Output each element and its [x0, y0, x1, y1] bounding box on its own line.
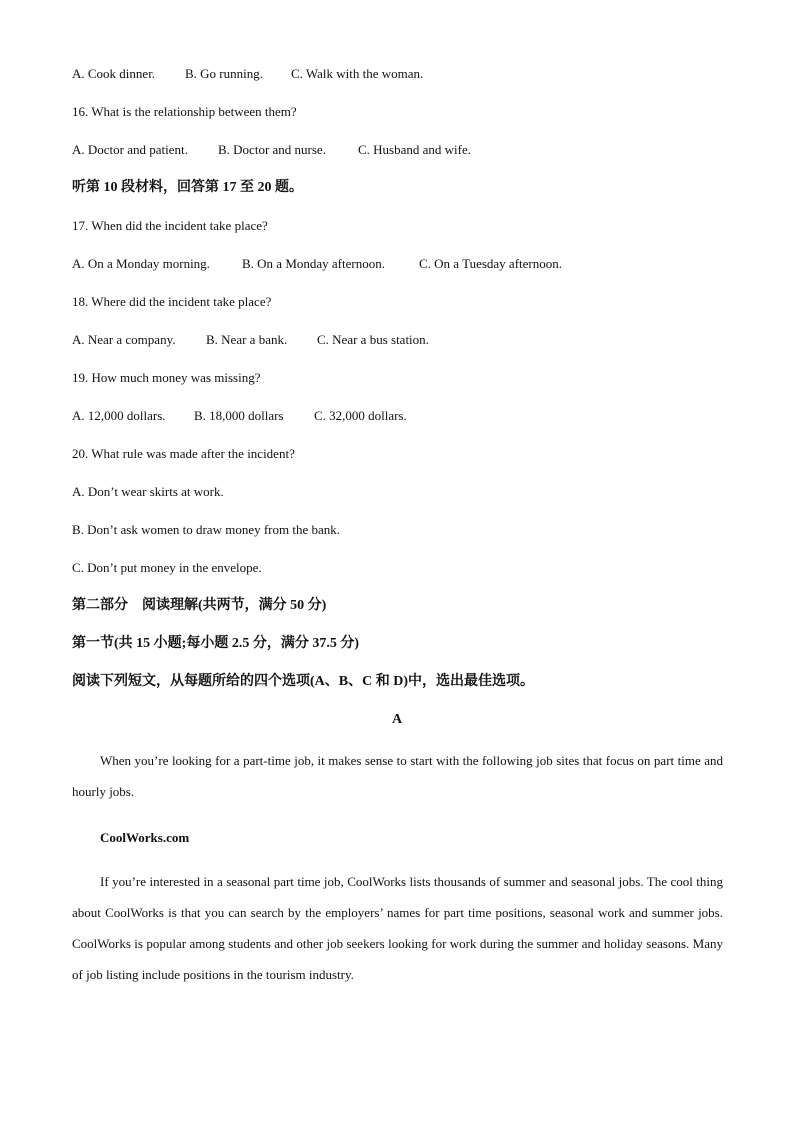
- part2-heading: 第二部分 阅读理解(共两节，满分 50 分): [72, 598, 327, 613]
- q19-question: 19. How much money was missing?: [72, 370, 261, 385]
- q16-option-b: B. Doctor and nurse.: [218, 142, 326, 157]
- q20-option-b: B. Don’t ask women to draw money from the bank.: [72, 522, 341, 537]
- q20-question: 20. What rule was made after the incident?: [72, 446, 295, 461]
- passage-intro: When you’re looking for a part-time job, it makes sense to start with the following job sites that focus on part time and hourly jobs.: [72, 753, 723, 799]
- q15-options: [72, 66, 423, 82]
- q19-options: [72, 408, 407, 424]
- site-title: CoolWorks.com: [100, 830, 190, 845]
- part2-section1-heading: 第一节(共 15 小题;每小题 2.5 分，满分 37.5 分): [72, 636, 359, 651]
- q17-option-c: C. On a Tuesday afternoon.: [419, 256, 562, 271]
- q15-option-a: A. Cook dinner.: [72, 66, 156, 81]
- part2-instruction: 阅读下列短文，从每题所给的四个选项(A、B、C 和 D)中，选出最佳选项。: [72, 674, 534, 689]
- q19-option-c: C. 32,000 dollars.: [314, 408, 407, 423]
- section-instruction: 听第 10 段材料，回答第 17 至 20 题。: [72, 180, 303, 195]
- q18-options: [72, 332, 429, 348]
- q17-option-b: B. On a Monday afternoon.: [242, 256, 385, 271]
- q17-question: 17. When did the incident take place?: [72, 218, 268, 233]
- site-paragraph: If you’re interested in a seasonal part time job, CoolWorks lists thousands of summer and seasonal jobs. The cool thing about CoolWorks is that you can search by the employers’ names for part time positions, seasonal work and summer jobs. CoolWorks is popular among students and other job seekers looking for work during the summer and holiday seasons. Many of job listing include positions in the tourism industry.: [72, 874, 723, 982]
- q16-question: 16. What is the relationship between them?: [72, 104, 297, 119]
- q20-option-c: C. Don’t put money in the envelope.: [72, 560, 262, 575]
- q17-option-a: A. On a Monday morning.: [72, 256, 210, 271]
- q20-option-a: A. Don’t wear skirts at work.: [72, 484, 224, 499]
- q16-option-c: C. Husband and wife.: [358, 142, 472, 157]
- q18-option-a: A. Near a company.: [72, 332, 176, 347]
- q16-option-a: A. Doctor and patient.: [72, 142, 188, 157]
- q16-options: [72, 142, 471, 158]
- q17-options: [72, 256, 562, 272]
- q18-option-b: B. Near a bank.: [206, 332, 288, 347]
- q15-option-b: B. Go running.: [185, 66, 263, 81]
- q15-option-c: C. Walk with the woman.: [291, 66, 424, 81]
- q19-option-b: B. 18,000 dollars: [194, 408, 284, 423]
- q19-option-a: A. 12,000 dollars.: [72, 408, 166, 423]
- q18-option-c: C. Near a bus station.: [317, 332, 429, 347]
- q18-question: 18. Where did the incident take place?: [72, 294, 272, 309]
- passage-letter: A: [391, 712, 403, 727]
